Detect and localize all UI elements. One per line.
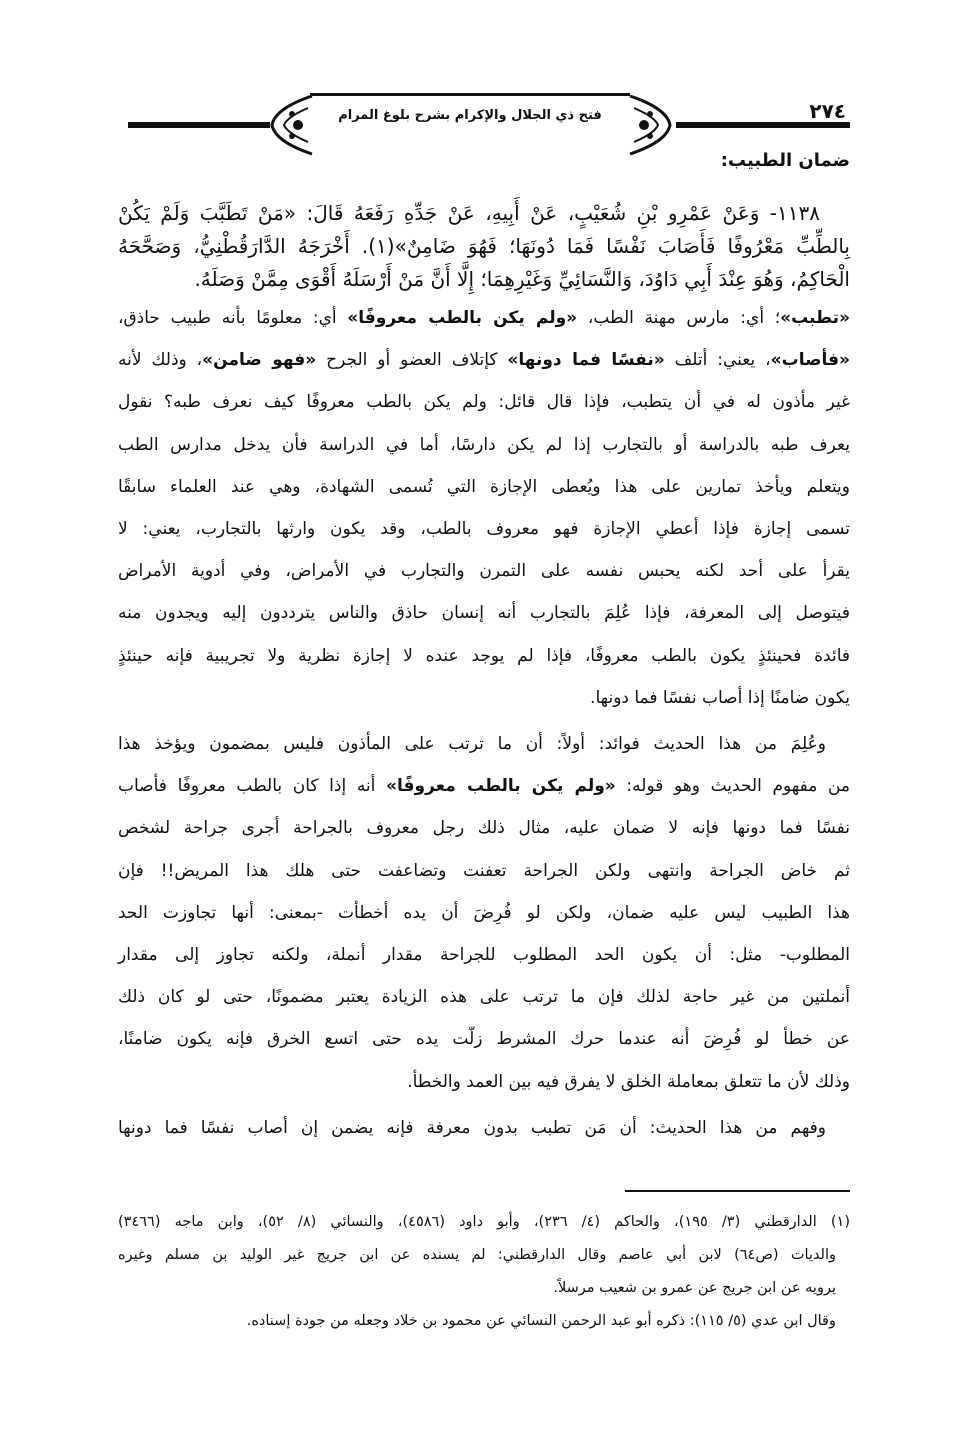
text-segment: هذا الطبيب ليس عليه ضمان، ولكن لو فُرِضَ أن يده أخطأت -بمعنى: أنها تجاوزت الحد — [118, 902, 850, 923]
body-line — [118, 1107, 850, 1149]
ornament-right-icon — [628, 94, 674, 156]
footnote-line: وقال ابن عدي (٥/ ١١٥): ذكره أبو عبد الرحمن النسائي عن محمود بن خلاد وجعله من جودة إسناده. — [246, 1313, 836, 1329]
body-line — [118, 850, 850, 892]
text-segment: وذلك لأن ما تتعلق بمعاملة الخلق لا يفرق فيه بين العمد والخطأ. — [407, 1071, 850, 1092]
quoted-phrase: «ولم يكن بالطب معروفًا» — [347, 308, 578, 328]
footnotes — [118, 1206, 850, 1338]
footnote-line: والديات (ص٦٤) لابن أبي عاصم وقال الدارقطني: لم يسنده عن ابن جريج غير الوليد بن مسلم وغيره — [118, 1247, 836, 1263]
header-rule-top — [310, 93, 630, 96]
footnote-line: (١) الدارقطني (٣/ ١٩٥)، والحاكم (٤/ ٢٣٦)، وأبو داود (٤٥٨٦)، والنسائي (٨/ ٥٢)، وابن ماجه (٣٤٦٦) — [118, 1214, 850, 1230]
body-line — [118, 1061, 850, 1103]
body-line — [118, 381, 850, 423]
text-segment: غير مأذون له في أن يتطبب، فإذا قال قائل: ولم يكن بالطب معروفًا كيف نعرف طبه؟ نقول — [118, 392, 850, 413]
body-line — [118, 424, 850, 466]
text-segment: المطلوب- مثل: أن يكون الحد المطلوب للجراحة مقدار أنملة، ولكنه تجاوز إلى مقدار — [118, 945, 850, 966]
text-segment: أنه إذا كان بالطب معروفًا فأصاب — [118, 776, 387, 797]
text-segment: عن خطأ لو فُرِضَ أنه عندما حرك المشرط زلّت يده حتى اتسع الخرق فإنه يكون ضامنًا، — [118, 1029, 850, 1050]
text-segment: كإتلاف العضو أو الجرح — [316, 350, 508, 371]
text-segment: يقرأ على أحد لكنه يحبس نفسه على التمرن والتجارب في الأمراض، وفي أدوية الأمراض — [118, 561, 850, 582]
quoted-phrase: «فهو ضامن» — [202, 350, 317, 371]
body-line — [118, 1018, 850, 1060]
text-segment: فيتوصل إلى المعرفة، فإذا عُلِمَ بالتجارب أنه إنسان حاذق والناس يترددون إليه ويجدون منه — [118, 603, 850, 624]
section-heading: ضمان الطبيب: — [720, 150, 850, 171]
quoted-phrase: «ولم يكن بالطب معروفًا» — [386, 776, 616, 797]
commentary-body — [118, 297, 850, 1149]
body-line — [118, 339, 850, 381]
body-line — [118, 550, 850, 592]
footnote-line: يرويه عن ابن جريج عن عمرو بن شعيب مرسلاً. — [553, 1280, 836, 1296]
text-segment: نفسًا فما دونها فإنه لا ضمان عليه، مثال ذلك رجل معروف بالجراحة أجرى جراحة لشخص — [118, 818, 850, 839]
ornament-left-icon — [268, 94, 314, 156]
body-line — [118, 592, 850, 634]
quoted-phrase: «نفسًا فما دونها» — [507, 350, 665, 371]
body-line — [118, 807, 850, 849]
running-header-title: فتح ذي الجلال والإكرام بشرح بلوغ المرام — [338, 108, 602, 123]
text-segment: ، يعني: أتلف — [664, 350, 771, 371]
body-line — [118, 976, 850, 1018]
text-segment: ، وذلك لأنه — [118, 350, 203, 371]
header-rule-left — [128, 122, 270, 128]
hadith-line: بِالطِّبِّ مَعْرُوفًا فَأَصَابَ نَفْسًا فَمَا دُونَهَا؛ فَهُوَ ضَامِنٌ»(١). أَخْرَجَهُ الدَّارَقُطْنِيُّ، وَصَحَّحَهُ — [118, 234, 850, 258]
body-line — [118, 297, 850, 339]
text-segment: يعرف طبه بالدراسة أو بالتجارب إذا لم يكن دارسًا، أما في الدراسة فأن يدخل مدارس الطب — [118, 434, 850, 455]
quoted-phrase: «فأصاب» — [770, 350, 851, 371]
footnote-separator — [625, 1190, 850, 1192]
hadith-text — [118, 197, 850, 296]
body-line — [118, 934, 850, 976]
page-number: ٢٧٤ — [809, 99, 846, 123]
text-segment: ويتعلم ويأخذ تمارين على هذا ويُعطى الإجازة التي تُسمى الشهادة، وهي عند العلماء سابقًا — [118, 476, 850, 497]
body-line — [118, 765, 850, 807]
hadith-line: الْحَاكِمُ، وَهُوَ عِنْدَ أَبِي دَاوُدَ، وَالنَّسَائِيِّ وَغَيْرِهِمَا؛ إِلَّا أَنَّ مَنْ أَرْسَلَهُ أَقْوَى مِمَّنْ وَصَلَهُ. — [194, 267, 850, 291]
hadith-line: ١١٣٨- وَعَنْ عَمْرِو بْنِ شُعَيْبٍ، عَنْ أَبِيهِ، عَنْ جَدِّهِ رَفَعَهُ قَالَ: «مَنْ تَطَبَّبَ وَلَمْ يَكُنْ — [118, 201, 820, 225]
body-line — [118, 508, 850, 550]
text-segment: تسمى إجازة فإذا أعطي الإجازة فهو معروف بالطب، وقد يكون وارثها بالتجارب، يعني: لا — [118, 519, 850, 540]
text-segment: أنملتين من غير حاجة لذلك فإن ما ترتب على هذه الزيادة يعتبر مضمونًا، حتى لو كان ذلك — [118, 987, 850, 1008]
body-line — [118, 466, 850, 508]
body-line — [118, 892, 850, 934]
text-segment: يكون ضامنًا إذا أصاب نفسًا فما دونها. — [590, 687, 850, 708]
body-line — [118, 677, 850, 719]
body-line — [118, 723, 850, 765]
text-segment: من مفهوم الحديث وهو قوله: — [615, 776, 850, 797]
text-segment: وعُلِمَ من هذا الحديث فوائد: أولاً: أن ما ترتب على المأذون فليس بمضمون ويؤخذ هذا — [118, 734, 826, 755]
text-segment: فائدة فحينئذٍ يكون بالطب معروفًا، فإذا لم يوجد عنده لا إجازة نظرية ولا تجريبية فإنه حينئذٍ — [118, 645, 850, 666]
text-segment: ؛ أي: مارس مهنة الطب، — [577, 308, 781, 328]
text-segment: وفهم من هذا الحديث: أن مَن تطبب بدون معرفة فإنه يضمن إن أصاب نفسًا فما دونها — [118, 1117, 826, 1138]
body-line — [118, 635, 850, 677]
text-segment: أي: معلومًا بأنه طبيب حاذق، — [118, 308, 348, 328]
quoted-phrase: «تطبب» — [780, 308, 850, 328]
text-segment: ثم خاض الجراحة وانتهى ولكن الجراحة تعفنت وتضاعفت حتى هلك هذا المريض!! فإن — [118, 860, 850, 881]
